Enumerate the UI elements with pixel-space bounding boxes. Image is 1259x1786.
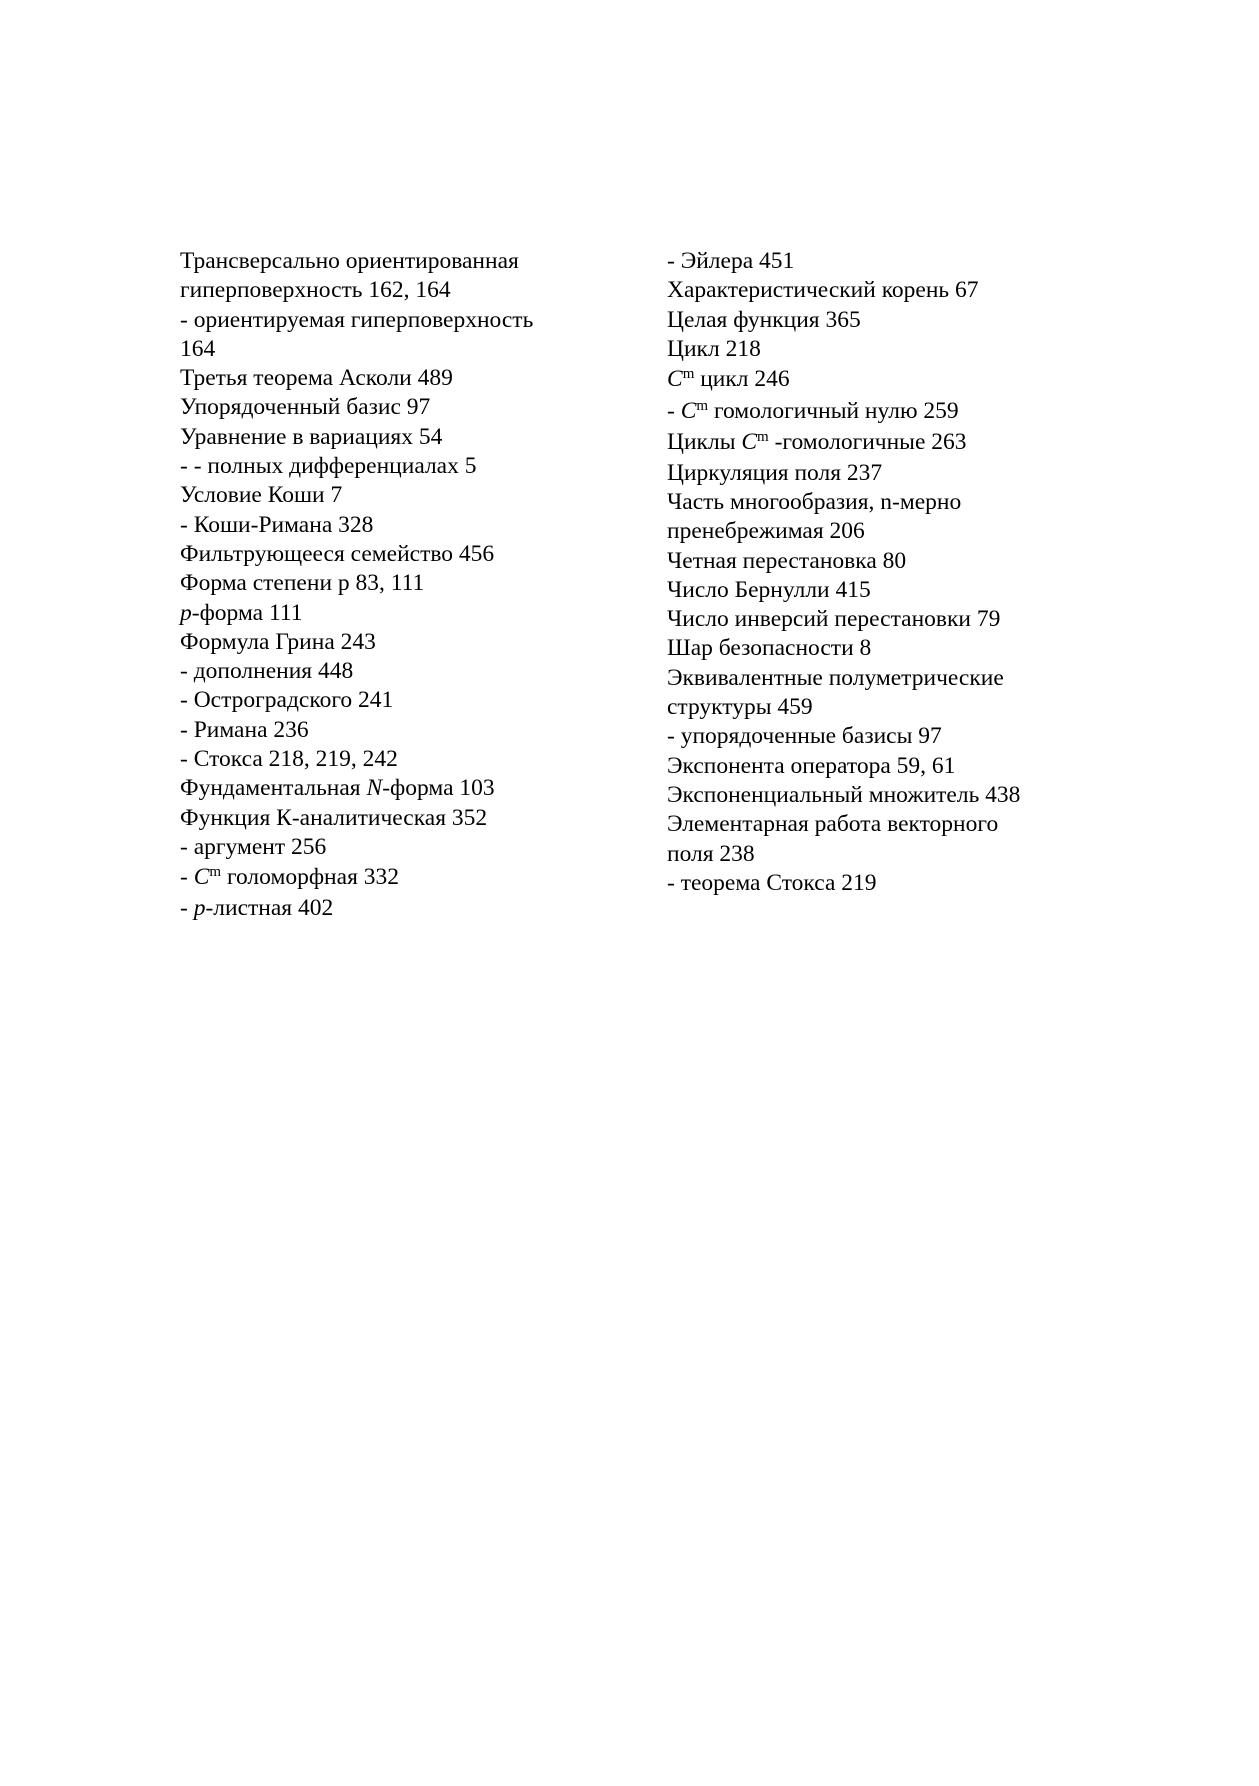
index-entry [180, 599, 640, 628]
index-entry: - Коши-Римана 328 [180, 511, 374, 538]
math-superscript: m [757, 429, 769, 446]
index-entry: - дополнения 448 [180, 658, 354, 685]
index-entry: - теорема Стокса 219 [667, 869, 877, 896]
math-variable: C [667, 366, 683, 393]
entry-continuation: поля 238 [667, 840, 755, 867]
index-entry: Экспонента оператора 59, 61 [667, 752, 956, 779]
index-entry: Экспоненциальный множитель 438 [667, 781, 1021, 808]
math-variable: p [180, 599, 192, 626]
index-column-left [180, 247, 640, 923]
entry-text: голоморфная 332 [221, 864, 399, 891]
index-entry [180, 306, 640, 365]
index-entry: - аргумент 256 [180, 833, 327, 860]
index-entry [667, 664, 1127, 723]
math-variable: N [366, 775, 383, 802]
math-variable: p [193, 894, 206, 921]
entry-text: Элементарная работа векторного [667, 811, 999, 838]
entry-text: Эквивалентные полуметрические [667, 664, 1004, 691]
index-entry: - - полных дифференциалах 5 [180, 453, 477, 480]
index-entry: Число Бернулли 415 [667, 576, 871, 603]
index-entry: - Римана 236 [180, 716, 309, 743]
index-entry: Циркуляция поля 237 [667, 459, 883, 486]
index-entry: Четная перестановка 80 [667, 547, 907, 574]
math-superscript: m [682, 366, 695, 383]
math-variable: C [741, 429, 758, 456]
index-entry [180, 862, 640, 894]
math-superscript: m [209, 864, 222, 881]
index-entry: Характеристический корень 67 [667, 277, 979, 304]
index-entry: Уравнение в вариациях 54 [180, 423, 443, 450]
index-entry [667, 427, 1127, 459]
index-entry [180, 894, 640, 923]
entry-text: -листная 402 [205, 894, 334, 921]
entry-text: цикл 246 [694, 366, 790, 393]
index-entry [180, 247, 640, 306]
index-entry [667, 810, 1127, 869]
index-entry: Шар безопасности 8 [667, 635, 872, 662]
index-column-right [667, 247, 1127, 898]
index-entry: Целая функция 365 [667, 306, 861, 333]
entry-text: -форма 103 [382, 775, 495, 802]
entry-continuation: гиперповерхность 162, 164 [180, 277, 451, 304]
index-entry: Упорядоченный базис 97 [180, 394, 431, 421]
index-entry: Фильтрующееся семейство 456 [180, 540, 495, 567]
entry-text: Часть многообразия, n-мерно [667, 488, 962, 515]
entry-text: - [667, 397, 681, 424]
index-entry: Число инверсий перестановки 79 [667, 606, 1001, 633]
math-variable: C [680, 397, 697, 424]
index-entry: - упорядоченные базисы 97 [667, 723, 942, 750]
entry-text: Трансверсально ориентированная [180, 248, 519, 274]
entry-text: - ориентируемая гиперповерхность [180, 306, 534, 333]
entry-continuation: пренебрежимая 206 [667, 518, 865, 545]
entry-text: Циклы [667, 429, 742, 456]
index-entry: - Стокса 218, 219, 242 [180, 746, 398, 773]
index-entry: Формула Грина 243 [180, 628, 376, 655]
entry-text: -форма 111 [191, 599, 303, 626]
math-variable: C [193, 864, 210, 891]
entry-text: гомологичный нулю 259 [708, 397, 959, 424]
index-entry: Цикл 218 [667, 335, 761, 362]
entry-text: -гомологичные 263 [768, 429, 967, 456]
index-entry [667, 396, 1127, 428]
index-entry: Третья теорема Асколи 489 [180, 365, 453, 392]
entry-text: - [180, 864, 194, 891]
entry-continuation: структуры 459 [667, 694, 813, 721]
entry-text: Фундаментальная [180, 775, 367, 802]
index-entry: Функция К-аналитическая 352 [180, 804, 488, 831]
entry-continuation: 164 [180, 335, 216, 362]
index-entry [180, 774, 640, 803]
index-entry: - Эйлера 451 [667, 248, 795, 274]
index-entry: - Остроградского 241 [180, 687, 394, 714]
entry-text: - [180, 894, 194, 921]
index-entry [667, 488, 1127, 547]
index-entry: Форма степени р 83, 111 [180, 570, 425, 597]
index-entry: Условие Коши 7 [180, 482, 343, 509]
math-superscript: m [696, 397, 709, 414]
index-entry [667, 364, 1127, 396]
